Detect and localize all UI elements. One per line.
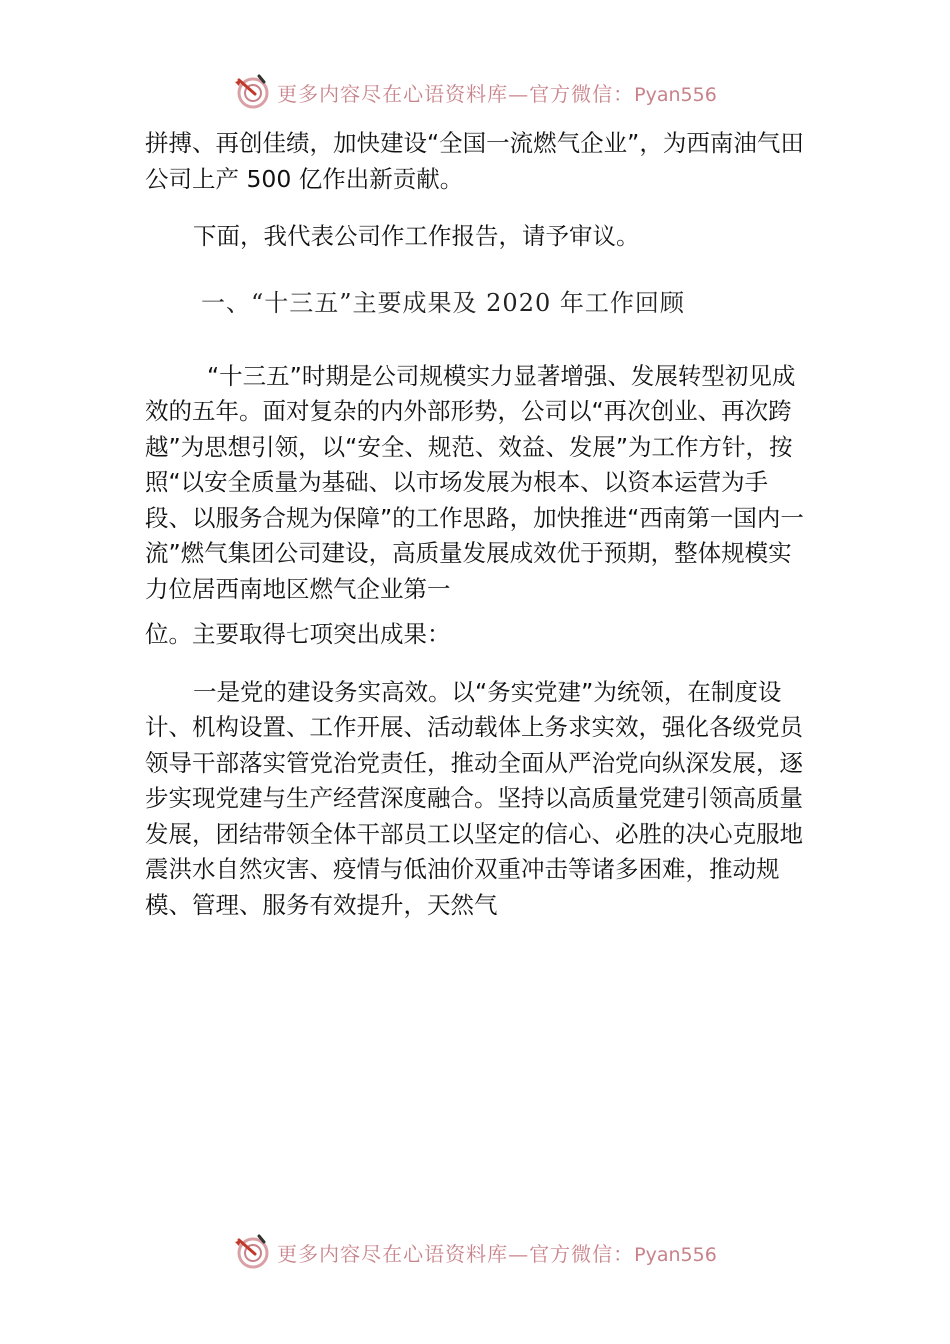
logo-icon — [233, 1232, 273, 1272]
document-body — [145, 126, 810, 923]
section-heading: 一、“十三五”主要成果及 2020 年工作回顾 — [201, 288, 685, 317]
paragraph-1: 拼搏、再创佳绩，加快建设“全国一流燃气企业”，为西南油气田公司上产 500 亿作出新贡献。 — [145, 129, 804, 193]
header-banner-text: 更多内容尽在心语资料库—官方微信：Pyan556 — [277, 81, 717, 106]
paragraph-3-end: 位。主要取得七项突出成果： — [145, 620, 451, 648]
logo-icon — [233, 72, 273, 112]
paragraph-3: “十三五”时期是公司规模实力显著增强、发展转型初见成效的五年。面对复杂的内外部形势，公司以“再次创业、再次跨越”为思想引领，以“安全、规范、效益、发展”为工作方针，按照“以安全质量为基础、以市场发展为根本、以资本运营为手段、以服务合规为保障”的工作思路，加快推进“西南第一国内一流”燃气集团公司建设，高质量发展成效优于预期，整体规模实力位居西南地区燃气企业第一 — [145, 361, 804, 603]
footer-banner — [0, 1230, 950, 1274]
footer-banner-text: 更多内容尽在心语资料库—官方微信：Pyan556 — [277, 1241, 717, 1266]
paragraph-4: 一是党的建设务实高效。以“务实党建”为统领，在制度设计、机构设置、工作开展、活动载体上务求实效，强化各级党员领导干部落实管党治党责任，推动全面从严治党向纵深发展，逐步实现党建与生产经营深度融合。坚持以高质量党建引领高质量发展，团结带领全体干部员工以坚定的信心、必胜的决心克服地震洪水自然灾害、疫情与低油价双重冲击等诸多困难，推动规模、管理、服务有效提升，天然气 — [145, 677, 803, 919]
header-banner — [0, 70, 950, 114]
paragraph-2: 下面，我代表公司作工作报告，请予审议。 — [193, 222, 640, 250]
